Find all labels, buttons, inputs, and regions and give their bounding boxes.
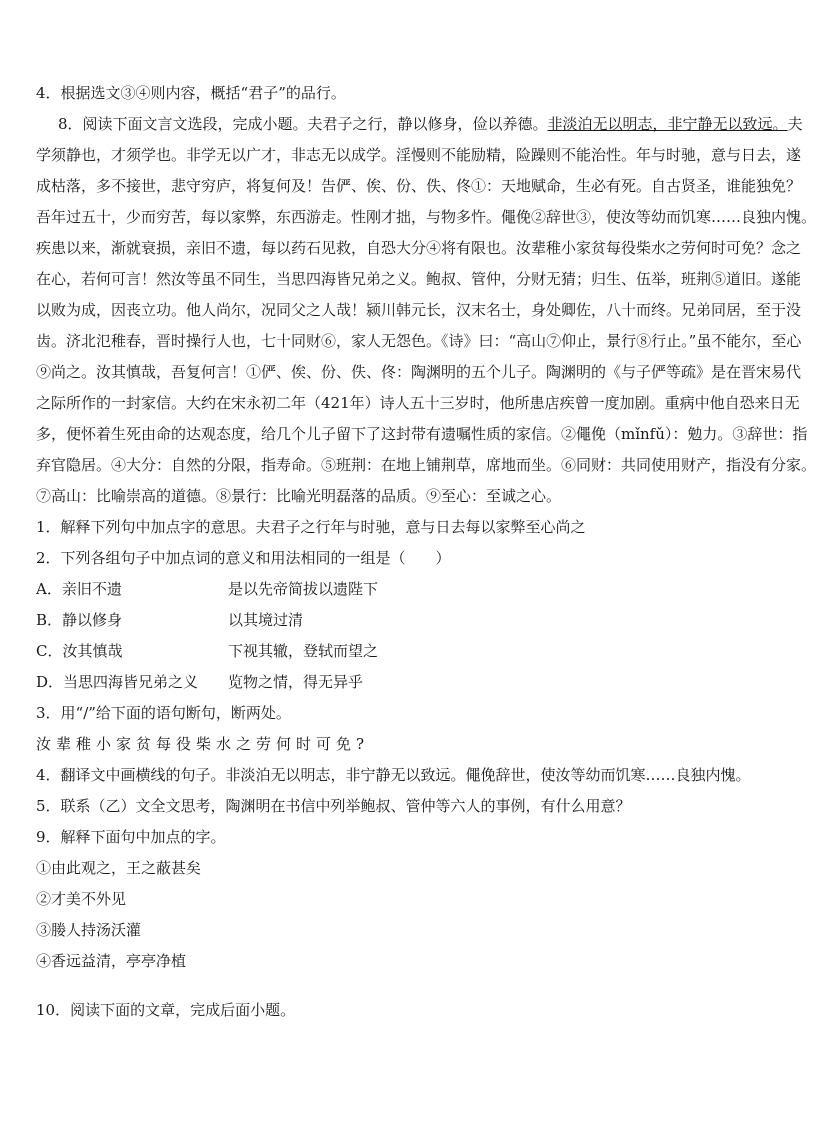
spacer — [36, 977, 760, 995]
option-left: A．亲旧不遗 — [36, 580, 122, 598]
option-right: 下视其辙，登轼而望之 — [228, 642, 379, 660]
passage-line: 学须静也，才须学也。非学无以广才，非志无以成学。淫慢则不能励精，险躁则不能治性。年与时驰，意与日去，遂 — [36, 146, 802, 164]
option-right: 是以先帝简拔以遗陛下 — [228, 580, 379, 598]
question-4-summary: 4．根据选文③④则内容，概括“君子”的品行。 — [36, 84, 346, 102]
passage-line: 多，便怀着生死由命的达观态度，给几个儿子留下了这封带有遗嘱性质的家信。②僶俛（mǐnfǔ）：勉力。③辞世：指 — [36, 425, 808, 443]
passage — [36, 109, 816, 512]
passage-line: 疾患以来，渐就衰损，亲旧不遗，每以药石见救，自恐大分④将有限也。汝辈稚小家贫每役柴水之劳何时可免？念之 — [36, 239, 802, 257]
question-9-item: ④香远益清，亭亭净植 — [36, 952, 187, 970]
question-5: 5．联系（乙）文全文思考，陶渊明在书信中列举鲍叔、管仲等六人的事例，有什么用意？ — [36, 797, 631, 815]
option-left: B．静以修身 — [36, 611, 123, 629]
option-a — [36, 574, 760, 605]
passage-line: ⑦高山：比喻崇高的道德。⑧景行：比喻光明磊落的品质。⑨至心：至诚之心。 — [36, 487, 562, 505]
question-4-translate: 4．翻译文中画横线的句子。非淡泊无以明志，非宁静无以致远。僶俛辞世，使汝等幼而饥寒……良独内愧。 — [36, 766, 751, 784]
option-right: 以其境过清 — [228, 611, 304, 629]
question-1: 1．解释下列句中加点字的意思。夫君子之行年与时驰，意与日去每以家弊至心尚之 — [36, 518, 586, 536]
passage-text: 夫 — [787, 115, 803, 133]
passage-line — [36, 109, 803, 140]
question-9-title: 9．解释下面句中加点的字。 — [36, 828, 226, 846]
option-d — [36, 667, 760, 698]
question-10: 10．阅读下面的文章，完成后面小题。 — [36, 1001, 296, 1019]
option-right: 览物之情，得无异乎 — [228, 673, 364, 691]
question-9-item: ①由此观之，王之蔽甚矣 — [36, 859, 202, 877]
passage-intro: 8．阅读下面文言文选段，完成小题。夫君子之行，静以修身，俭以养德。 — [58, 115, 548, 133]
passage-line: 成枯落，多不接世，悲守穷庐，将复何及！告俨、俟、份、佚、佟①：天地赋命，生必有死。自古贤圣，谁能独免？ — [36, 177, 802, 195]
passage-line: 弃官隐居。④大分：自然的分限，指寿命。⑤班荆：在地上铺荆草，席地而坐。⑥同财：共同使用财产，指没有分家。 — [36, 456, 816, 474]
question-2: 2．下列各组句子中加点词的意义和用法相同的一组是（ ） — [36, 549, 451, 567]
passage-line: ⑨尚之。汝其慎哉，吾复何言！①俨、俟、份、佚、佟：陶渊明的五个儿子。陶渊明的《与子俨等疏》是在晋宋易代 — [36, 363, 802, 381]
option-left: C．汝其慎哉 — [36, 642, 123, 660]
passage-line: 在心，若何可言！然汝等虽不同生，当思四海皆兄弟之义。鲍叔、管仲，分财无猜；归生、伍举，班荆⑤道旧。遂能 — [36, 270, 802, 288]
passage-line: 以败为成，因丧立功。他人尚尔，况同父之人哉！颍川韩元长，汉末名士，身处卿佐，八十而终。兄弟同居，至于没 — [36, 301, 802, 319]
document-page — [36, 78, 816, 1026]
question-9-item: ③媵人持汤沃灌 — [36, 921, 142, 939]
option-left: D．当思四海皆兄弟之义 — [36, 673, 199, 691]
underlined-sentence: 非淡泊无以明志，非宁静无以致远。 — [547, 115, 788, 133]
question-3: 3．用“/”给下面的语句断句，断两处。 — [36, 704, 291, 722]
question-9-item: ②才美不外见 — [36, 890, 127, 908]
passage-line: 吾年过五十，少而穷苦，每以家弊，东西游走。性刚才拙，与物多忤。僶俛②辞世③，使汝等幼而饥寒……良独内愧。 — [36, 208, 816, 226]
option-c — [36, 636, 760, 667]
passage-line: 之际所作的一封家信。大约在宋永初二年（421年）诗人五十三岁时，他所患店疾曾一度加剧。重病中他自恐来日无 — [36, 394, 800, 412]
passage-line: 齿。济北氾稚春，晋时操行人也，七十同财⑥，家人无怨色。《诗》曰：“高山⑦仰止，景行⑧行止。”虽不能尔，至心 — [36, 332, 802, 350]
option-b — [36, 605, 760, 636]
question-3-sentence: 汝辈稚小家贫每役柴水之劳何时可免? — [36, 735, 370, 753]
